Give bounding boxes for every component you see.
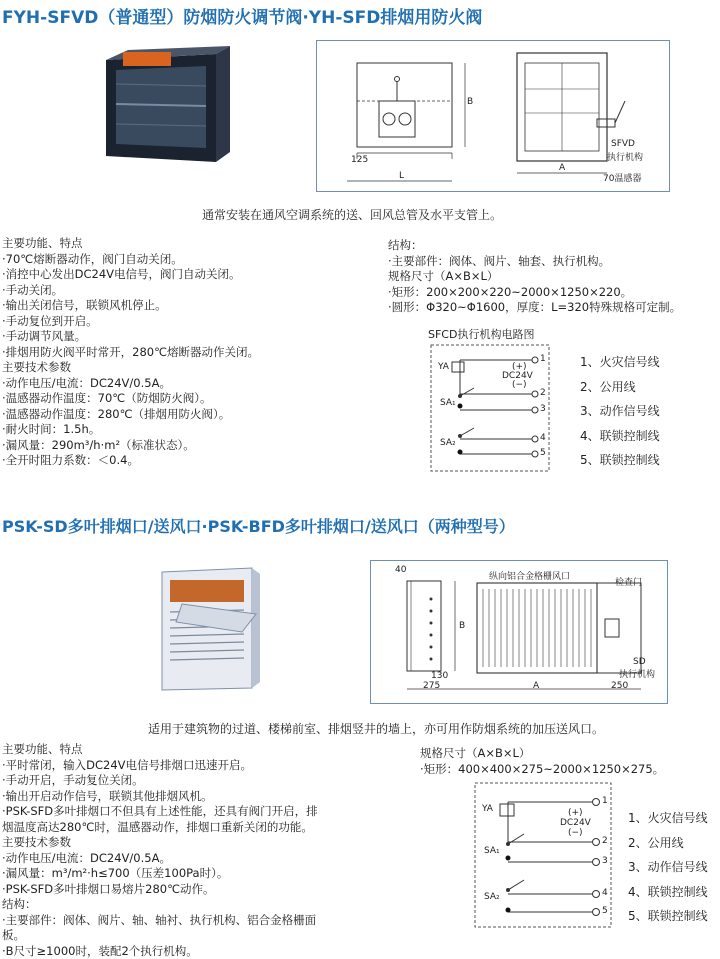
node-4-2: 4 — [602, 888, 608, 898]
function-item: ·消控中心发出DC24V电信号，阀门自动关闭。 — [2, 267, 259, 283]
circuit-diagram-2 — [474, 782, 612, 928]
legend-item: 1、火灾信号线 — [580, 350, 660, 375]
dim-A-2: A — [533, 681, 539, 691]
legend-2 — [628, 806, 708, 929]
section1-title: FYH-SFVD（普通型）防烟防火调节阀·YH-SFD排烟用防火阀 — [2, 3, 482, 28]
dc-label: DC24V — [502, 371, 533, 381]
section2-left-text — [2, 742, 318, 959]
plus-label: (+) — [512, 362, 527, 372]
sfvd-label: SFVD — [611, 139, 635, 149]
dc-label-2: DC24V — [560, 818, 591, 828]
sensor-label: 70温感器 — [603, 171, 641, 184]
function-item: ·70℃熔断器动作，阀门自动关闭。 — [2, 252, 259, 268]
structure-heading: 结构： — [2, 897, 318, 913]
section1-caption: 通常安装在通风空调系统的送、回风总管及水平支管上。 — [202, 206, 502, 223]
ya-label: YA — [438, 362, 449, 372]
sa1-label: SA₁ — [440, 398, 456, 408]
minus-label: (−) — [512, 380, 527, 390]
section1-left-text — [2, 236, 259, 469]
function-item: ·手动复位到开启。 — [2, 314, 259, 330]
node-5: 5 — [540, 448, 546, 458]
function-item: ·手动开启，手动复位关闭。 — [2, 773, 318, 789]
actuator-label-2: 执行机构 — [619, 667, 655, 680]
param-item: ·耐火时间：1.5h。 — [2, 422, 259, 438]
dim-B: B — [467, 97, 473, 107]
functions-heading: 主要功能、特点 — [2, 236, 259, 252]
ya-label-2: YA — [482, 804, 493, 814]
damper-drawing — [316, 40, 670, 192]
grille-label: 纵向铝合金格栅风口 — [489, 569, 570, 582]
size-heading: 规格尺寸（A×B×L） — [388, 269, 681, 285]
sa1-label-2: SA₁ — [484, 846, 500, 856]
size-heading: 规格尺寸（A×B×L） — [420, 746, 664, 762]
function-item: ·平时常闭，输入DC24V电信号排烟口迅速开启。 — [2, 758, 318, 774]
legend-item: 5、联锁控制线 — [580, 448, 660, 473]
node-1: 1 — [540, 354, 546, 364]
function-item: 烟温度高达280℃时，温感器动作，排烟口重新关闭的功能。 — [2, 820, 318, 836]
structure-heading: 结构： — [388, 238, 681, 254]
dim-130: 130 — [431, 671, 448, 681]
dim-40: 40 — [395, 565, 406, 575]
section2-right-text — [420, 746, 664, 777]
param-item: ·全开时阻力系数：＜0.4。 — [2, 453, 259, 469]
legend-item: 4、联锁控制线 — [628, 880, 708, 905]
size-item: ·矩形：200×200×220~2000×1250×220。 — [388, 285, 681, 301]
structure-item: ·B尺寸≥1000时，装配2个执行机构。 — [2, 944, 318, 959]
dim-125: 125 — [351, 155, 368, 165]
section1-right-text — [388, 238, 681, 316]
structure-item: ·主要部件：阀体、阀片、轴套、执行机构。 — [388, 254, 681, 270]
dim-275: 275 — [423, 681, 440, 691]
legend-item: 3、动作信号线 — [628, 855, 708, 880]
dim-L: L — [399, 171, 404, 181]
actuator-label: 执行机构 — [607, 150, 643, 163]
node-5-2: 5 — [602, 906, 608, 916]
node-2: 2 — [540, 388, 546, 398]
legend-item: 4、联锁控制线 — [580, 424, 660, 449]
function-item: ·PSK-SFD多叶排烟口不但具有上述性能，还具有阀门开启，排 — [2, 804, 318, 820]
dim-250: 250 — [611, 681, 628, 691]
legend-item: 3、动作信号线 — [580, 399, 660, 424]
structure-item: 板。 — [2, 928, 318, 944]
sd-label: SD — [633, 657, 646, 667]
function-item: ·输出关闭信号，联锁风机停止。 — [2, 298, 259, 314]
legend-item: 5、联锁控制线 — [628, 904, 708, 929]
function-item: ·手动调节风量。 — [2, 329, 259, 345]
legend-item: 1、火灾信号线 — [628, 806, 708, 831]
param-item: ·动作电压/电流：DC24V/0.5A。 — [2, 851, 318, 867]
size-item: ·圆形：Φ320~Φ1600，厚度：L=320特殊规格可定制。 — [388, 300, 681, 316]
node-2-2: 2 — [602, 836, 608, 846]
section2-title: PSK-SD多叶排烟口/送风口·PSK-BFD多叶排烟口/送风口（两种型号） — [2, 514, 515, 537]
outlet-photo — [156, 564, 266, 692]
param-item: ·温感器动作温度：70℃（防烟防火阀）。 — [2, 391, 259, 407]
param-item: ·动作电压/电流：DC24V/0.5A。 — [2, 376, 259, 392]
function-item: ·手动关闭。 — [2, 283, 259, 299]
node-3-2: 3 — [602, 856, 608, 866]
function-item: ·排烟用防火阀平时常开，280℃熔断器动作关闭。 — [2, 345, 259, 361]
dim-B-2: B — [459, 621, 465, 631]
size-item: ·矩形：400×400×275~2000×1250×275。 — [420, 762, 664, 778]
sa2-label: SA₂ — [440, 438, 456, 448]
params-heading: 主要技术参数 — [2, 360, 259, 376]
plus-label-2: (+) — [568, 808, 583, 818]
sa2-label-2: SA₂ — [484, 892, 500, 902]
circuit-diagram-1 — [430, 344, 550, 472]
legend-1 — [580, 350, 660, 473]
param-item: ·PSK-SFD多叶排烟口易熔片280℃动作。 — [2, 882, 318, 898]
circuit-title: SFCD执行机构电路图 — [428, 326, 534, 342]
node-1-2: 1 — [602, 796, 608, 806]
section2-caption: 适用于建筑物的过道、楼梯前室、排烟竖井的墙上，亦可用作防烟系统的加压送风口。 — [148, 720, 604, 737]
function-item: ·输出开启动作信号，联锁其他排烟风机。 — [2, 789, 318, 805]
legend-item: 2、公用线 — [628, 831, 708, 856]
dim-A: A — [559, 163, 565, 173]
node-4: 4 — [540, 433, 546, 443]
damper-photo — [88, 44, 238, 172]
minus-label-2: (−) — [568, 828, 583, 838]
param-item: ·温感器动作温度：280℃（排烟用防火阀）。 — [2, 407, 259, 423]
structure-item: ·主要部件：阀体、阀片、轴、轴衬、执行机构、铝合金格栅面 — [2, 913, 318, 929]
door-label: 检查门 — [615, 575, 642, 588]
param-item: ·漏风量：m³/m²·h≤700（压差100Pa时）。 — [2, 866, 318, 882]
legend-item: 2、公用线 — [580, 375, 660, 400]
param-item: ·漏风量：290m³/h·m²（标准状态）。 — [2, 438, 259, 454]
params-heading: 主要技术参数 — [2, 835, 318, 851]
outlet-drawing — [370, 560, 668, 704]
node-3: 3 — [540, 404, 546, 414]
functions-heading: 主要功能、特点 — [2, 742, 318, 758]
